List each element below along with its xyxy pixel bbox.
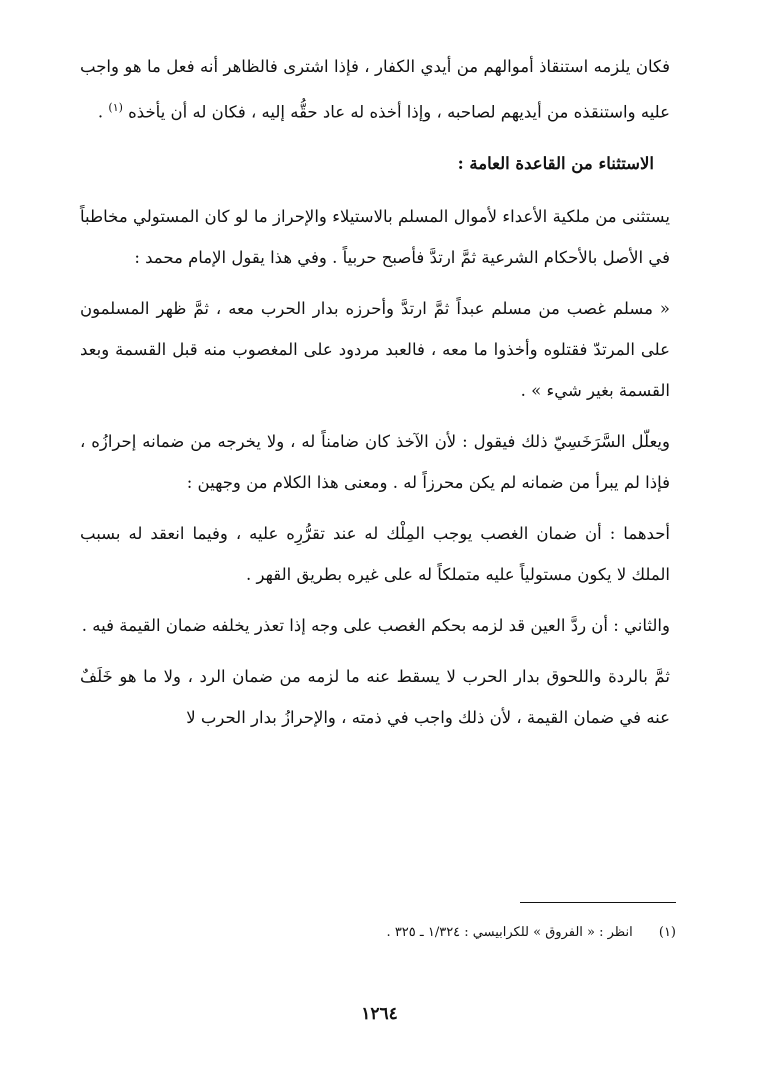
page-number: ١٢٦٤: [361, 1004, 398, 1024]
section-heading: الاستثناء من القاعدة العامة :: [457, 153, 654, 173]
paragraph-2: يستثنى من ملكية الأعداء لأموال المسلم بالاستيلاء والإحراز ما لو كان المستولي مخاطباً في الأصل بالأحكام الشرعية ثمَّ ارتدَّ فأصبح حربياً . وفي هذا يقول الإمام محمد :: [80, 206, 670, 267]
footnote: [340, 922, 676, 944]
paragraph-5: أحدهما : أن ضمان الغصب يوجب المِلْك له عند تقرُّرِه عليه ، وفيما انعقد له بسبب الملك لا يكون مستولياً عليه متملكاً له على غيره بطريق القهر .: [80, 523, 670, 584]
footnote-reference[interactable]: (١): [108, 101, 123, 114]
paragraph-7: ثمَّ بالردة واللحوق بدار الحرب لا يسقط عنه ما لزمه من ضمان الرد ، ولا ما هو خَلَفٌ عنه في ضمان القيمة ، لأن ذلك واجب في ذمته ، والإحرازُ بدار الحرب لا: [80, 666, 670, 727]
paragraph-3-quote: « مسلم غصب من مسلم عبداً ثمَّ ارتدَّ وأحرزه بدار الحرب معه ، ثمَّ ظهر المسلمون على المرتدّ فقتلوه وأخذوا ما معه ، فالعبد مردود على المغصوب منه قبل القسمة وبعد القسمة بغير شيء » .: [80, 298, 670, 400]
footnote-number: (١): [658, 925, 676, 940]
paragraph-1: [80, 46, 670, 133]
footnote-text: انظر : « الفروق » للكرابيسي : ١/٣٢٤ ـ ٣٢٥ .: [386, 925, 633, 940]
paragraph-1-text: فكان يلزمه استنقاذ أموالهم من أيدي الكفار ، فإذا اشترى فالظاهر أنه فعل ما هو واجب عليه واستنقذه من أيديهم لصاحبه ، وإذا أخذه له عاد حقُّه إليه ، فكان له أن يأخذه: [80, 57, 670, 122]
footnote-divider: [520, 902, 676, 903]
paragraph-4: ويعلّل السَّرَخَسِيّ ذلك فيقول : لأن الآخذ كان ضامناً له ، ولا يخرجه من ضمانه إحرازُه ، فإذا لم يبرأ من ضمانه لم يكن محرزاً له . ومعنى هذا الكلام من وجهين :: [80, 431, 670, 492]
paragraph-1-end: .: [97, 102, 109, 122]
page-body: [80, 46, 670, 748]
paragraph-6: والثاني : أن ردَّ العين قد لزمه بحكم الغصب على وجه إذا تعذر يخلفه ضمان القيمة فيه .: [81, 615, 670, 635]
